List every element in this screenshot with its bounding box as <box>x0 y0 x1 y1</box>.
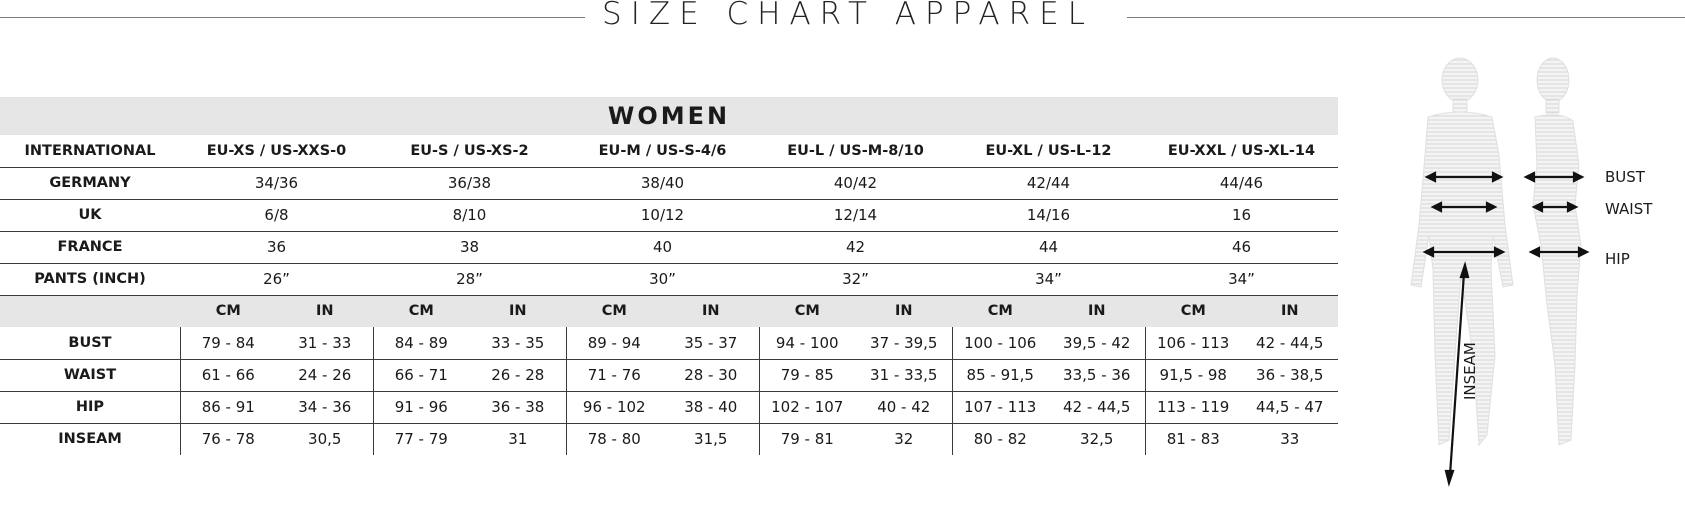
unit-in-header: IN <box>701 303 720 319</box>
size-cell: 42/44 <box>1026 174 1071 192</box>
measure-in-cell: 42 - 44,5 <box>1063 398 1131 416</box>
size-row-label: FRANCE <box>57 239 123 255</box>
measure-cm-cell: 96 - 102 <box>582 398 646 416</box>
measure-in-cell: 31 - 33,5 <box>870 366 938 384</box>
size-cell: 16 <box>1231 206 1252 224</box>
measure-in-cell: 33 <box>1280 430 1300 448</box>
column-divider <box>566 327 567 455</box>
measure-in-cell: 44,5 - 47 <box>1256 398 1324 416</box>
measure-cm-cell: 102 - 107 <box>771 398 844 416</box>
size-row-label: PANTS (INCH) <box>34 271 146 287</box>
size-cell: 42 <box>845 238 866 256</box>
measure-in-cell: 40 - 42 <box>877 398 931 416</box>
title-rule-left <box>0 17 585 18</box>
size-chart-table <box>0 97 1338 457</box>
size-cell: 26” <box>263 270 290 288</box>
measure-cm-cell: 80 - 82 <box>973 430 1027 448</box>
measure-cm-cell: 113 - 119 <box>1157 398 1230 416</box>
measure-cm-cell: 91 - 96 <box>394 398 448 416</box>
measure-row-label: INSEAM <box>58 431 122 447</box>
measure-in-cell: 32 <box>894 430 914 448</box>
hip-label: HIP <box>1605 250 1630 268</box>
measure-in-cell: 36 - 38,5 <box>1256 366 1324 384</box>
size-cell: 40 <box>652 238 673 256</box>
size-cell: 40/42 <box>833 174 878 192</box>
size-cell: 44/46 <box>1219 174 1264 192</box>
size-cell: 8/10 <box>452 206 487 224</box>
measure-in-cell: 30,5 <box>308 430 342 448</box>
size-cell: EU-XXL / US-XL-14 <box>1167 143 1316 159</box>
size-row-label: INTERNATIONAL <box>24 143 156 159</box>
measure-cm-cell: 79 - 81 <box>780 430 834 448</box>
size-cell: 12/14 <box>833 206 878 224</box>
unit-cm-header: CM <box>215 303 241 319</box>
measure-cm-cell: 76 - 78 <box>201 430 255 448</box>
measure-in-cell: 39,5 - 42 <box>1063 334 1131 352</box>
size-cell: 38/40 <box>640 174 685 192</box>
measure-cm-cell: 77 - 79 <box>394 430 448 448</box>
measure-in-cell: 38 - 40 <box>684 398 738 416</box>
size-cell: 28” <box>456 270 483 288</box>
measure-cm-cell: 79 - 84 <box>201 334 255 352</box>
measure-in-cell: 24 - 26 <box>298 366 352 384</box>
size-cell: 14/16 <box>1026 206 1071 224</box>
size-cell: 34/36 <box>254 174 299 192</box>
size-cell: 46 <box>1231 238 1252 256</box>
measure-cm-cell: 107 - 113 <box>964 398 1037 416</box>
column-divider <box>1145 327 1146 455</box>
unit-in-header: IN <box>1087 303 1106 319</box>
size-cell: EU-XS / US-XXS-0 <box>206 143 347 159</box>
measure-in-cell: 31 - 33 <box>298 334 352 352</box>
measure-in-cell: 33,5 - 36 <box>1063 366 1131 384</box>
size-cell: EU-L / US-M-8/10 <box>787 143 924 159</box>
unit-cm-header: CM <box>408 303 434 319</box>
size-cell: 32” <box>842 270 869 288</box>
size-cell: 6/8 <box>264 206 289 224</box>
section-title: WOMEN <box>607 102 731 130</box>
size-row-label: UK <box>78 207 102 223</box>
unit-cm-header: CM <box>987 303 1013 319</box>
measure-cm-cell: 86 - 91 <box>201 398 255 416</box>
measure-cm-cell: 91,5 - 98 <box>1159 366 1227 384</box>
measure-row-label: HIP <box>75 399 105 415</box>
measure-in-cell: 34 - 36 <box>298 398 352 416</box>
measure-in-cell: 31 <box>508 430 528 448</box>
measure-row-label: BUST <box>68 335 112 351</box>
measure-row-label: WAIST <box>63 367 117 383</box>
measure-cm-cell: 84 - 89 <box>394 334 448 352</box>
measure-in-cell: 37 - 39,5 <box>870 334 938 352</box>
column-divider <box>373 327 374 455</box>
measure-in-cell: 26 - 28 <box>491 366 545 384</box>
title-rule-right <box>1127 17 1685 18</box>
column-divider <box>952 327 953 455</box>
size-cell: 36/38 <box>447 174 492 192</box>
size-cell: 30” <box>649 270 676 288</box>
size-cell: 44 <box>1038 238 1059 256</box>
size-row-label: GERMANY <box>49 175 131 191</box>
measure-cm-cell: 81 - 83 <box>1166 430 1220 448</box>
measure-cm-cell: 94 - 100 <box>775 334 839 352</box>
measure-cm-cell: 78 - 80 <box>587 430 641 448</box>
measure-in-cell: 32,5 <box>1080 430 1114 448</box>
mannequin-illustration <box>1395 55 1685 495</box>
size-cell: 38 <box>459 238 480 256</box>
measure-cm-cell: 106 - 113 <box>1157 334 1230 352</box>
size-cell: EU-S / US-XS-2 <box>410 143 529 159</box>
column-divider <box>180 327 181 455</box>
size-cell: 34” <box>1035 270 1062 288</box>
measure-cm-cell: 71 - 76 <box>587 366 641 384</box>
measure-cm-cell: 100 - 106 <box>964 334 1037 352</box>
measure-in-cell: 31,5 <box>694 430 728 448</box>
measure-cm-cell: 61 - 66 <box>201 366 255 384</box>
inseam-label: INSEAM <box>1461 342 1479 400</box>
unit-in-header: IN <box>1280 303 1299 319</box>
measure-in-cell: 28 - 30 <box>684 366 738 384</box>
measure-cm-cell: 79 - 85 <box>780 366 834 384</box>
measure-in-cell: 35 - 37 <box>684 334 738 352</box>
bust-label: BUST <box>1605 168 1645 186</box>
unit-cm-header: CM <box>794 303 820 319</box>
unit-cm-header: CM <box>601 303 627 319</box>
unit-in-header: IN <box>894 303 913 319</box>
measure-in-cell: 36 - 38 <box>491 398 545 416</box>
size-cell: EU-M / US-S-4/6 <box>598 143 727 159</box>
measure-in-cell: 42 - 44,5 <box>1256 334 1324 352</box>
unit-cm-header: CM <box>1180 303 1206 319</box>
body-measurement-figure <box>1395 55 1685 495</box>
size-cell: 34” <box>1228 270 1255 288</box>
page-title: SIZE CHART APPAREL <box>602 0 1094 32</box>
unit-in-header: IN <box>508 303 527 319</box>
column-divider <box>759 327 760 455</box>
size-cell: EU-XL / US-L-12 <box>985 143 1112 159</box>
measure-cm-cell: 85 - 91,5 <box>966 366 1034 384</box>
measure-in-cell: 33 - 35 <box>491 334 545 352</box>
measure-cm-cell: 89 - 94 <box>587 334 641 352</box>
size-cell: 36 <box>266 238 287 256</box>
size-cell: 10/12 <box>640 206 685 224</box>
measure-cm-cell: 66 - 71 <box>394 366 448 384</box>
unit-in-header: IN <box>315 303 334 319</box>
waist-label: WAIST <box>1605 200 1653 218</box>
